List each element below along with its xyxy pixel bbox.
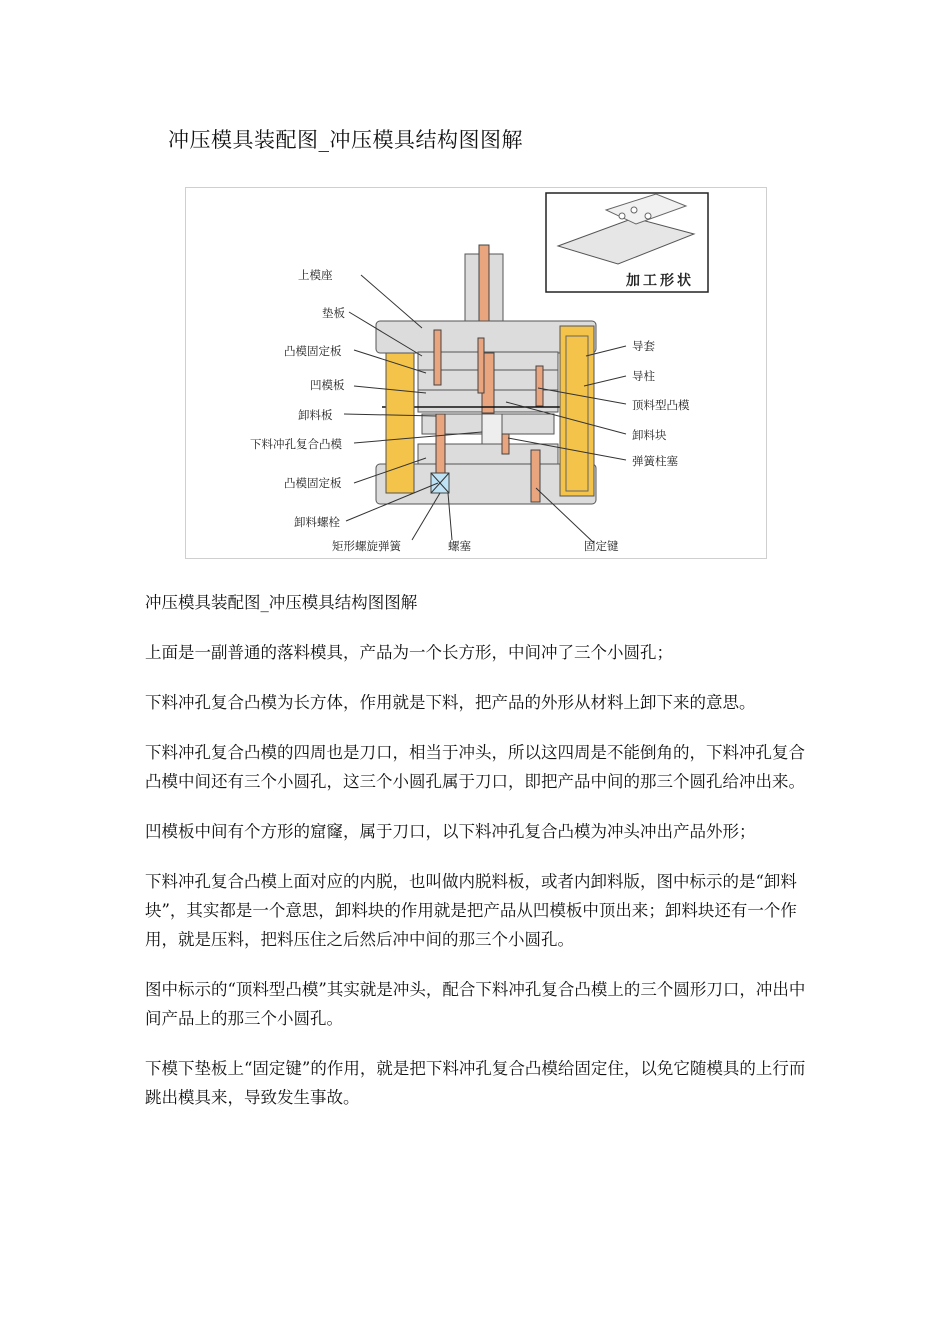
label-die-plate: 凹模板 xyxy=(310,378,345,392)
label-stripper-plate: 卸料板 xyxy=(298,408,333,422)
label-plug-screw: 螺塞 xyxy=(448,539,471,553)
label-ejector-punch: 顶料型凸模 xyxy=(632,398,690,412)
paragraph: 下料冲孔复合凸模的四周也是刀口，相当于冲头，所以这四周是不能倒角的，下料冲孔复合凸模中间还有三个小圆孔，这三个小圆孔属于刀口，即把产品中间的那三个圆孔给冲出来。 xyxy=(145,743,805,791)
label-guide-post: 导柱 xyxy=(632,369,655,383)
paragraph: 下料冲孔复合凸模为长方体，作用就是下料，把产品的外形从材料上卸下来的意思。 xyxy=(145,693,756,712)
paragraph: 图中标示的“顶料型凸模”其实就是冲头，配合下料冲孔复合凸模上的三个圆形刀口，冲出中间产品上的那三个小圆孔。 xyxy=(145,980,806,1028)
label-ejector-block: 卸料块 xyxy=(632,428,667,442)
label-spring-plunger: 弹簧柱塞 xyxy=(632,454,678,468)
paragraph: 上面是一副普通的落料模具，产品为一个长方形，中间冲了三个小圆孔； xyxy=(145,643,673,662)
label-rect-spring: 矩形螺旋弹簧 xyxy=(332,539,401,553)
page-title: 冲压模具装配图_冲压模具结构图图解 xyxy=(168,128,523,152)
label-upper-die-seat: 上模座 xyxy=(298,268,333,282)
label-fixed-key: 固定键 xyxy=(584,539,619,553)
article-body xyxy=(145,588,813,1133)
label-compound-punch: 下料冲孔复合凸模 xyxy=(250,437,342,451)
label-backing-plate: 垫板 xyxy=(322,306,345,320)
inset-label: 加工形状 xyxy=(626,273,694,289)
label-punch-retainer-bottom: 凸模固定板 xyxy=(284,476,342,490)
paragraph: 下模下垫板上“固定键”的作用，就是把下料冲孔复合凸模给固定住，以免它随模具的上行而跳出模具来，导致发生事故。 xyxy=(145,1059,806,1107)
label-stripper-bolt: 卸料螺栓 xyxy=(294,515,340,529)
inset-shape-box xyxy=(546,193,708,292)
die-assembly-diagram xyxy=(185,187,767,559)
label-punch-retainer-top: 凸模固定板 xyxy=(284,344,342,358)
figure-caption: 冲压模具装配图_冲压模具结构图图解 xyxy=(145,593,418,612)
paragraph: 下料冲孔复合凸模上面对应的内脱，也叫做内脱料板，或者内卸料版，图中标示的是“卸料块”，其实都是一个意思，卸料块的作用就是把产品从凹模板中顶出来；卸料块还有一个作用，就是压料，把料压住之后然后冲中间的那三个小圆孔。 xyxy=(145,872,797,949)
label-guide-bush: 导套 xyxy=(632,339,655,353)
paragraph: 凹模板中间有个方形的窟窿，属于刀口，以下料冲孔复合凸模为冲头冲出产品外形； xyxy=(145,822,756,841)
